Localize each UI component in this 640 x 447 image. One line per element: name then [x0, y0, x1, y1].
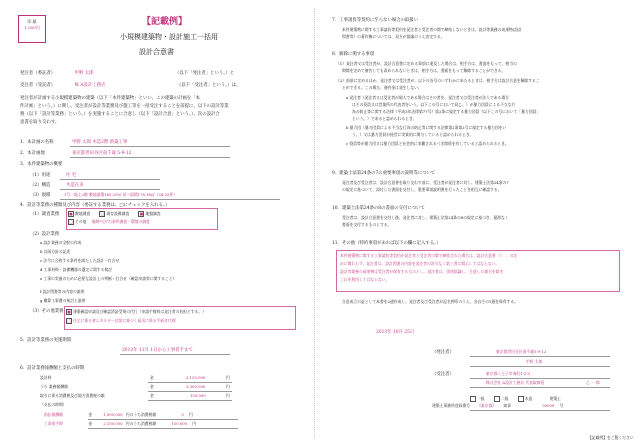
- survey-check-4[interactable]: □: [69, 220, 73, 224]
- right-11-line4: これを利用してはならない。: [340, 277, 390, 282]
- intro-line6: 意書を取り交わす。: [20, 120, 60, 125]
- item-3a-label: （1）用途: [30, 173, 51, 178]
- right-8-line5: a 発注者（発注者又は受注者が個人である場合はその者を、発注者又は受注者が法人である場合: [346, 95, 509, 100]
- other-text-1: 建築確認申請及び確認済証受領の代行（申請手数料は発注者の負担とする。）: [73, 309, 206, 314]
- other-row-2: [66, 318, 176, 324]
- fee-row-2-unit: 円: [226, 384, 230, 389]
- design-item-b: b 計画方針の記述: [40, 249, 71, 254]
- design-item-g: g 概算工事費の検討と説明: [40, 298, 86, 303]
- item-2-value: 東京都世田谷区南千歳 5-9-12: [72, 151, 132, 156]
- item-3c-label: （3）規模: [30, 193, 51, 198]
- right-10-line2: 書面を交付するものとする。: [342, 222, 392, 227]
- contractor-role: （受注者）: [432, 372, 454, 377]
- right-11-line1: 本件建築物に関する工事請負等契約が発注者と受注者の間で締結された場合は、設計合意書「7．」の定: [340, 253, 518, 258]
- office-label: 建築士事務所登録番号: [432, 403, 470, 408]
- pay-1-tax: 0: [181, 412, 184, 417]
- fee-row-1-prefix: 金: [150, 375, 154, 380]
- fee-row-1-unit: 円: [226, 375, 230, 380]
- survey-check-3[interactable]: ■: [139, 212, 144, 216]
- survey-text-3: 地盤調査: [145, 211, 161, 216]
- item-1-label: 1．本計画の名称: [20, 140, 54, 145]
- pay-1-unit: 円: [189, 412, 193, 417]
- survey-check-1[interactable]: ■: [69, 212, 73, 216]
- page-divider: [314, 8, 315, 438]
- contractor-suffix: （以下「受注者」という。）は、: [176, 83, 241, 88]
- qual-check-1[interactable]: [470, 396, 476, 402]
- right-8-line9: b 暴力団（暴力団員による不当な行為の防止等に関する法律第2条第2号に規定する暴力団をい: [346, 125, 507, 130]
- item-3a-value: 住 宅: [66, 173, 77, 178]
- pay-1-amount: 1,000,000: [103, 412, 123, 417]
- owner-address: 東京都世田谷区南千歳5-9-12: [496, 349, 547, 354]
- survey-text-1: 敷地調査: [75, 211, 91, 216]
- office-type: 知事: [503, 403, 511, 408]
- item-3b-label: （2）構造: [30, 183, 51, 188]
- qual-check-3[interactable]: [518, 396, 524, 402]
- pay-2-tax: 150,000: [171, 421, 188, 426]
- item-6-label: 6．設計業務報酬額と支払の時期: [20, 366, 85, 371]
- fee-row-3-unit: 円: [226, 393, 230, 398]
- owner-suffix: （以下「発注者」という。）と: [174, 71, 235, 76]
- design-item-f: f 設計図書等の内容の説明: [40, 289, 85, 294]
- contractor-name: 株 A設計工務店: [74, 83, 106, 88]
- qual-opt-3: 木造: [524, 396, 533, 401]
- right-8-line10: う。）又は暴力団員が経営に実質的に関与していると認められるとき。: [352, 132, 474, 137]
- contractor-company: 株式会社 A設計工務店 代表取締役: [486, 380, 545, 385]
- item-4b-label: （2）設計業務: [30, 232, 60, 237]
- right-8-title: 8．解除に関する事項: [332, 52, 375, 57]
- pay-row-1: 前払報酬額 金 1,000,000 円のうち消費税額 0 円: [44, 412, 193, 417]
- office-number: 00000: [542, 403, 555, 408]
- right-11-title: 11．その他（特約事項があれば以下の欄に記入する。）: [332, 241, 441, 246]
- owner-label: 発注者（委託者）: [20, 71, 56, 76]
- right-9-line1: 発注者及び受注者は、設計合意書を取り交わす前に、受注者が発注者に対し、建築士法第24条の7: [342, 180, 509, 185]
- right-7-line2: 図書等）の著作権については、双方が協議のうえ決定する。: [342, 34, 445, 39]
- intro-line2: [20, 83, 241, 88]
- owner-role: （発注者）: [432, 350, 454, 355]
- design-item-d: d 工事材料・設備機器の選定に関する検討: [40, 267, 112, 272]
- right-9-line2: の規定に基づいて、添付した書面を交付し、重要事項説明書を行ったことを相互に確認する。: [342, 187, 502, 192]
- fee-row-2-prefix: 金: [150, 384, 154, 389]
- qual-tail: 建築士: [549, 396, 561, 401]
- survey-row-1: [68, 211, 161, 217]
- survey-other-value: 規制や法令/条件調査・環境の調査: [91, 219, 150, 224]
- fee-row-3-label: 取引に係る消費税及び地方消費税の額: [40, 393, 105, 398]
- right-10-line1: 受注者は、設計合意書を交付し後、発注者に対し、建築士法第24条の8の規定に基づき、遅滞なく: [342, 215, 509, 220]
- right-8-line7: 為の防止等に関する法律（平成3年法律第77号）第2条に規定する暴力団員（以下この号において「暴力団員」: [352, 109, 541, 114]
- other-check-1[interactable]: ■: [67, 310, 71, 314]
- right-11-line2: めに関わらず、発注者は、設計図書の内容を発注者の許可なく第三者に開示してはならない。: [340, 261, 500, 266]
- qual-opt-1: 一級: [477, 396, 485, 401]
- item-1-value: 甲野 太郎 木造2階 新築工事: [72, 140, 128, 145]
- agreement-date: 2013年 10月 25日: [376, 330, 415, 335]
- revenue-stamp-box: [18, 15, 46, 43]
- fee-row-1-label: 設計料: [40, 375, 52, 380]
- right-8-line11: c 役員等が暴力団又は暴力団員と社会的に非難されるべき関係を有していると認められるとき。: [346, 141, 509, 146]
- contractor-address: 東京都八王子市南町1-2-3: [486, 371, 530, 376]
- item-5-label: 5．設計等業務の実施期間: [20, 338, 72, 343]
- other-row-1: [66, 309, 206, 315]
- survey-row-2: [68, 219, 150, 225]
- pay-2-amount: 2,150,000: [103, 421, 123, 426]
- right-7-line1: 本件建築物に関する工事請負等契約を発注者と受注者の間で締結しないときは、設計等業務の成果物(設計: [342, 27, 522, 32]
- intro-line4: 件計画」という。）に関し、受注者が設計等業務及び施工等を一括受注することを前提に、以下の設計等業: [20, 104, 229, 109]
- intro-line3: 発注者が計画する小規模建築物の建築（以下「本件建築物」といい、この建築の計画を「本: [20, 96, 201, 101]
- item-3b-value: 木造在来: [66, 183, 84, 188]
- design-item-e: e 工事の実施のために必要な設計上の判断・打合せ（確認申請等に関すること）: [40, 276, 177, 281]
- office-tail: 号: [559, 403, 564, 408]
- contractor-rep: 乙 一 郎: [586, 380, 600, 385]
- item-2-label: 2．本計画地: [20, 151, 45, 156]
- item-5-value: [122, 348, 193, 353]
- right-9-title: 9．建築士法第24条の7の重要事項の説明等について: [332, 171, 436, 176]
- intro-line5: 務（以下「設計等業務」という。）を実施することに合意し（以下「設計合意」という。）、次の設計合: [20, 112, 220, 117]
- right-8-line8: という。）であると認められるとき。: [352, 116, 417, 121]
- office-row: 建築士事務所登録番号 （東京都） 知事 00000 号: [432, 403, 564, 408]
- doc-subtitle: 小規模建築物・設計施工一括用: [120, 33, 218, 41]
- fee-row-2-amount: 3,000,000: [186, 384, 206, 389]
- survey-text-4: その他: [75, 219, 87, 224]
- item-3c-value: 1号・地上2階 敷地面積165.39㎡ 延べ面積178.38㎡（54.55坪）: [64, 192, 178, 197]
- other-check-2[interactable]: □: [67, 319, 71, 323]
- right-10-title: 10．建築士法第24条の8の書面の交付について: [332, 206, 425, 211]
- item-4a-label: （1）調査業務: [30, 212, 60, 217]
- right-11-line3: 設計等業務の成果物は受注者が保有するものとし、発注者は、別途協議し、合意した場合を除き: [340, 269, 504, 274]
- pay-1-label: 前払報酬額: [44, 412, 63, 417]
- right-7-title: 7．工事請負等契約に至らない場合の取扱い: [332, 18, 419, 23]
- item-4-label: 4．設計等業務の種類及び内容（委託する業務は、□にチェックを入れる。）: [20, 203, 170, 208]
- other-text-2: 住宅に係る省エネルギー法第に基づく届出に係る手続き代理: [73, 318, 176, 323]
- fee-row-3-prefix: 金: [150, 393, 154, 398]
- right-8-line1: （1）発注者又は受注者が、設計合意書に定める事項に違反した場合は、相手方は、書面をもって、相当の: [336, 61, 517, 66]
- footer-note: 【記載例】をご覧ください: [588, 435, 634, 440]
- office-region: 東京都: [480, 403, 493, 408]
- right-8-line6: はその役員又は営業所の代表者をいう。以下この号において同じ。）が暴力団員による不当な行: [352, 102, 516, 107]
- pay-2-mid: 円のうち消費税額: [125, 421, 157, 426]
- intro-line1: [20, 71, 234, 76]
- qualification-row: [470, 396, 561, 402]
- fee-row-1-amount: 3,150,000: [186, 375, 206, 380]
- design-item-a: a 設計業務の全般の作成: [40, 240, 82, 245]
- pay-row-2: 工事着手時 金 2,150,000 円のうち消費税額 150,000 円: [44, 421, 197, 426]
- right-8-line3: （2）前項に定めるほか、発注者又は受注者が、以下の各号のいずれかにあたるときは、相手方は設計合意を解除するこ: [336, 78, 540, 83]
- design-item-c: c 法令に合致する条件を満たした設計・打合せ: [40, 258, 120, 263]
- survey-text-2: 現存設備調査: [106, 211, 130, 216]
- survey-check-2[interactable]: □: [100, 212, 105, 216]
- pay-1-mid: 円のうち消費税額: [125, 412, 157, 417]
- owner-name: 甲野 太郎: [74, 71, 94, 76]
- contractor-label: 受注者（受託者）: [20, 83, 56, 88]
- fee-row-2-label: うち 業務報酬額: [40, 384, 68, 389]
- owner-sign-name: 甲野 太郎: [526, 359, 543, 364]
- right-8-line2: 期間を定めて催告しても改められないときは、相手方は、書面をもって解除することができる。: [342, 68, 506, 73]
- closing-line1: 合意成立の証として本書を2通作成し、発注者及び受注者が記名押印のうえ、各自その1通を保有する。: [342, 299, 518, 304]
- example-badge: 【記載例】: [142, 17, 188, 27]
- pay-2-label: 工事着手時: [44, 421, 63, 426]
- item-4c-label: （3）その他業務: [30, 309, 64, 314]
- stamp-label: 印 紙: [27, 19, 37, 24]
- doc-title: 設計合意書: [139, 48, 174, 56]
- qual-opt-2: 二級: [500, 396, 509, 401]
- pay-2-unit: 円: [192, 421, 197, 426]
- item-3-label: 3．本件建築物の概要: [20, 162, 63, 167]
- period-text: 2013年 11月 1日から工事着手まで: [122, 348, 193, 353]
- qual-check-2[interactable]: [494, 396, 500, 402]
- fee-row-3-amount: 150,000: [190, 393, 206, 398]
- payment-header: （支払の時期）: [40, 402, 67, 407]
- stamp-amount: 1,000円: [24, 25, 40, 30]
- right-8-line4: とができる。この場合、違約金は発生しない。: [342, 85, 422, 90]
